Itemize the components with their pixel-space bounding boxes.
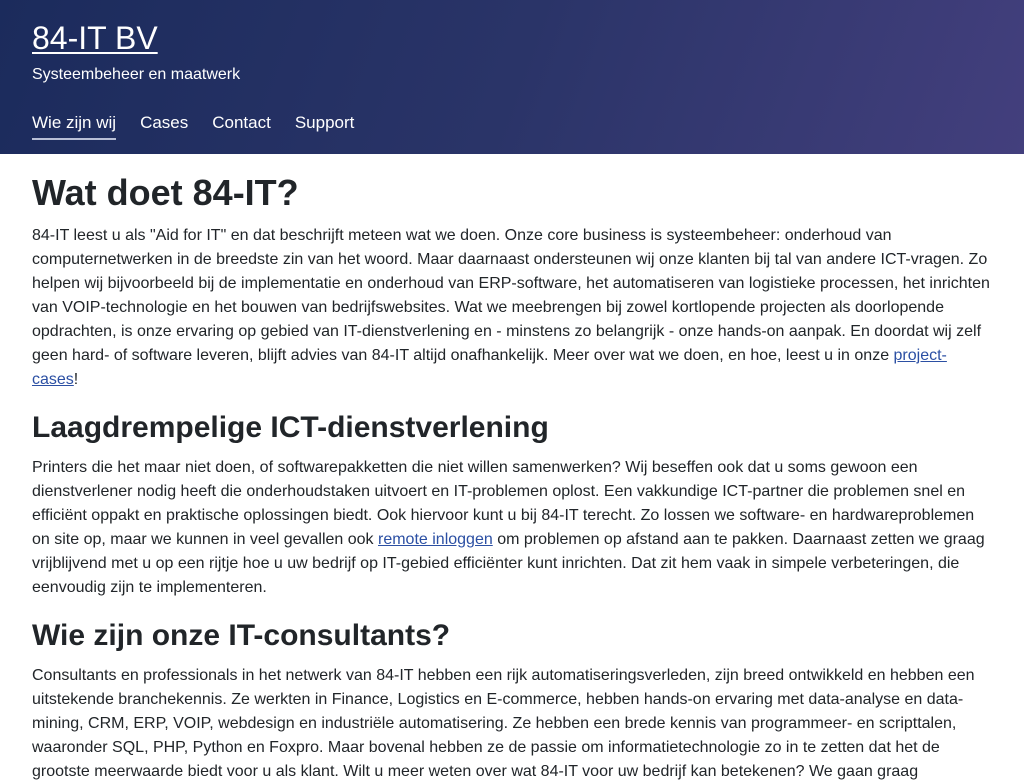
nav-item-wie-zijn-wij[interactable]: Wie zijn wij [32,112,116,138]
paragraph-text: ! [73,371,79,388]
section-wat-doet [32,172,992,392]
paragraph-text: Printers die het maar niet doen, of softwarepakketten die niet willen samenwerken? Wij beseffen ook dat u soms gewoon een dienstverlener nodig heeft die onderhoudstaken uitvoert en IT-problemen oplost. Een vakkundige ICT-partner die problemen snel en efficiënt oppakt en praktische oplossingen biedt. Ook hiervoor kunt u bij 84-IT terecht. Zo lossen we software- en hardwareproblemen on site op, maar we kunnen in veel gevallen ook [32,459,975,548]
page-title: Wat doet 84-IT? [32,172,299,213]
nav-item-contact[interactable]: Contact [212,113,271,132]
section-consultants [32,618,992,784]
paragraph-text: Consultants en professionals in het netwerk van 84-IT hebben een rijk automatiseringsverleden, zijn breed ontwikkeld en hebben een uitstekende branchekennis. Ze werkten in Finance, Logistics en E-commerce, hebben hands-on ervaring met data-analyse en data-mining, CRM, ERP, VOIP, webdesign en industriële automatisering. Ze hebben een brede kennis van programmeer- en scripttalen, waaronder SQL, PHP, Python en Foxpro. Maar bovenal hebben ze de passie om informatietechnologie zo in te zetten dat het de grootste meerwaarde biedt voor u als klant. Wilt u meer weten over wat 84-IT voor uw bedrijf kan betekenen? We gaan graag [32,667,975,780]
section-paragraph [32,224,992,392]
main-content [0,154,1024,784]
paragraph-text: 84-IT leest u als "Aid for IT" en dat beschrijft meteen wat we doen. Onze core business is systeembeheer: onderhoud van computernetwerken in de breedste zin van het woord. Maar daarnaast ondersteunen wij onze klanten bij tal van andere ICT-vragen. Zo helpen wij bijvoorbeeld bij de implementatie en onderhoud van ERP-software, het automatiseren van logistieke processen, het inrichten van VOIP-technologie en het bouwen van bedrijfswebsites. Wat we meebrengen bij zowel kortlopende projecten als doorlopende opdrachten, is onze ervaring op gebied van IT-dienstverlening en - minstens zo belangrijk - onze hands-on aanpak. En doordat wij zelf geen hard- of software leveren, blijft advies van 84-IT altijd onafhankelijk. Meer over wat we doen, en hoe, leest u in onze [32,227,990,364]
nav-item-support[interactable]: Support [294,113,355,132]
nav-item-cases[interactable]: Cases [140,113,189,132]
section-paragraph [32,456,992,600]
remote-inloggen-link[interactable]: remote inloggen [378,531,493,548]
section-heading: Wie zijn onze IT-consultants? [32,619,451,652]
section-dienstverlening [32,410,992,600]
project-cases-link[interactable]: project-cases [32,347,947,388]
section-heading: Laagdrempelige ICT-dienstverlening [32,411,549,444]
main-nav [32,112,378,138]
site-tagline: Systeembeheer en maatwerk [32,66,241,83]
paragraph-text: om problemen op afstand aan te pakken. Daarnaast zetten we graag vrijblijvend met u op een rijtje hoe u uw bedrijf op IT-gebied efficiënter kunt inrichten. Dat zit hem vaak in simpele verbeteringen, die eenvoudig zijn te implementeren. [32,531,985,596]
site-header [0,0,1024,154]
section-paragraph [32,664,992,784]
site-title-link[interactable]: 84-IT BV [32,20,158,56]
